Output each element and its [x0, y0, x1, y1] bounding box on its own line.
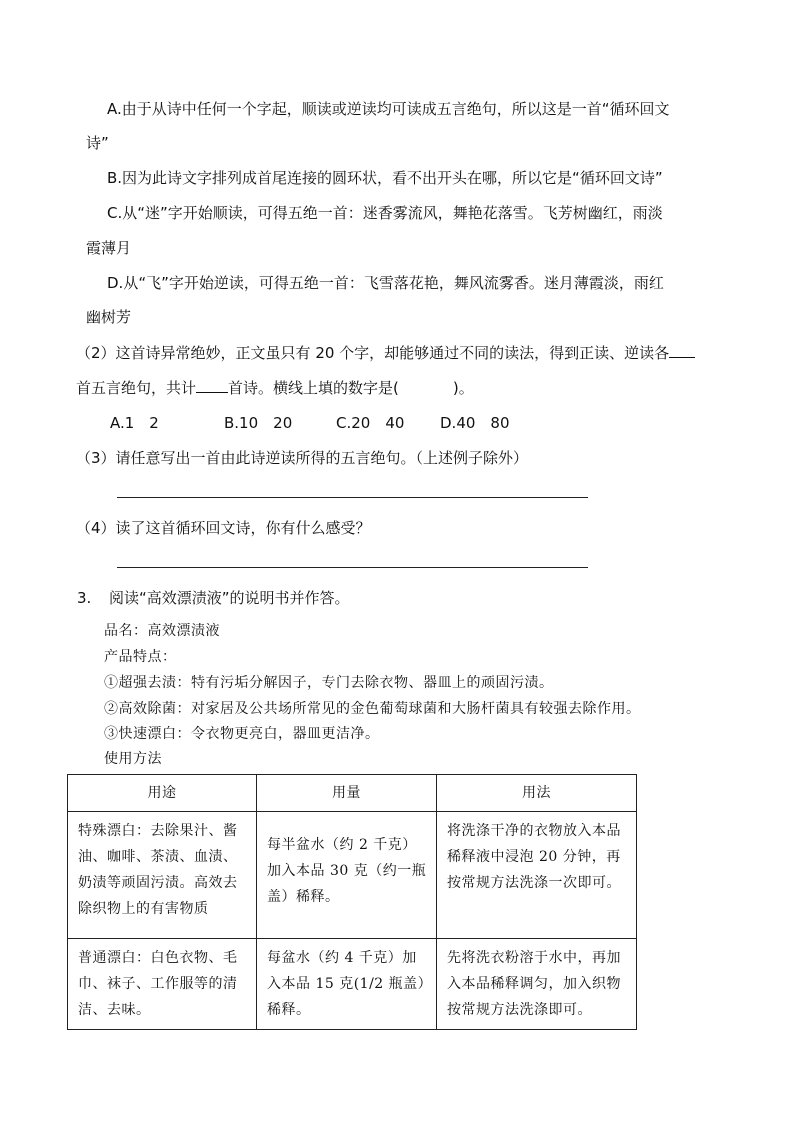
option-a-line1: A.由于从诗中任何一个字起，顺读或逆读均可读成五言绝句，所以这是一首“循环回文 [107, 100, 670, 118]
product-name: 品名：高效漂渍液 [104, 623, 220, 639]
question-2-line1 [76, 343, 695, 363]
feature-1: ①超强去渍：特有污垢分解因子，专门去除衣物、器皿上的顽固污渍。 [104, 675, 554, 691]
q2-option-d[interactable]: D.40 80 [440, 414, 510, 432]
question-2-text-a: 首五言绝句，共计 [76, 379, 197, 397]
column-header-method: 用法 [437, 775, 637, 812]
question-2-text-c: )。 [452, 379, 474, 397]
question-2-line2 [76, 378, 474, 398]
answer-line-q4[interactable] [117, 567, 588, 568]
question-2-text-b: 首诗。横线上填的数字是( [228, 379, 399, 397]
q2-option-b[interactable]: B.10 20 [224, 414, 293, 432]
q2-option-c[interactable]: C.20 40 [336, 414, 405, 432]
table-row [68, 939, 637, 1030]
feature-3: ③快速漂白：令衣物更亮白，器皿更洁净。 [104, 726, 380, 742]
table-cell: 特殊漂白：去除果汁、酱油、咖啡、茶渍、血渍、奶渍等顽固污渍。高效去除织物上的有害物质 [68, 812, 257, 939]
question-2-text: （2）这首诗异常绝妙，正文虽只有 20 个字，却能够通过不同的读法，得到正读、逆读各 [76, 344, 670, 362]
option-c-line1: C.从“迷”字开始顺读，可得五绝一首：迷香雾流风，舞艳花落雪。飞芳树幽红，雨淡 [107, 204, 663, 222]
question-4: （4）读了这首循环回文诗，你有什么感受？ [76, 519, 371, 537]
q2-option-a[interactable]: A.1 2 [110, 414, 159, 432]
option-d-line1: D.从“飞”字开始逆读，可得五绝一首：飞雪落花艳，舞风流雾香。迷月薄霞淡，雨红 [107, 274, 664, 292]
table-cell: 将洗涤干净的衣物放入本品稀释液中浸泡 20 分钟，再按常规方法洗涤一次即可。 [437, 812, 637, 939]
usage-table [67, 774, 637, 1030]
section-3-number: 3. [77, 589, 92, 607]
table-header-row [68, 775, 637, 812]
option-a-line2: 诗” [86, 134, 109, 152]
table-row [68, 812, 637, 939]
section-3-heading [77, 588, 350, 608]
features-label: 产品特点： [104, 649, 177, 665]
option-b: B.因为此诗文字排列成首尾连接的圆环状，看不出开头在哪，所以它是“循环回文诗” [107, 169, 663, 187]
question-3: （3）请任意写出一首由此诗逆读所得的五言绝句。（上述例子除外） [76, 449, 529, 467]
fill-blank-2[interactable] [196, 378, 228, 393]
answer-line-q3[interactable] [117, 497, 588, 498]
table-cell: 每半盆水（约 2 千克）加入本品 30 克（约一瓶盖）稀释。 [257, 812, 437, 939]
column-header-dosage: 用量 [257, 775, 437, 812]
option-d-line2: 幽树芳 [86, 308, 132, 326]
column-header-purpose: 用途 [68, 775, 257, 812]
section-3-title: 阅读“高效漂渍液”的说明书并作答。 [109, 589, 350, 607]
table-cell: 先将洗衣粉溶于水中，再加入本品稀释调匀，加入织物按常规方法洗涤即可。 [437, 939, 637, 1030]
table-cell: 每盆水（约 4 千克）加入本品 15 克(1/2 瓶盖）稀释。 [257, 939, 437, 1030]
option-c-line2: 霞薄月 [86, 239, 132, 257]
question-2-options [110, 413, 510, 433]
fill-blank-1[interactable] [669, 343, 695, 358]
table-cell: 普通漂白：白色衣物、毛巾、袜子、工作服等的清洁、去味。 [68, 939, 257, 1030]
feature-2: ②高效除菌：对家居及公共场所常见的金色葡萄球菌和大肠杆菌具有较强去除作用。 [104, 701, 641, 717]
usage-label: 使用方法 [104, 751, 162, 767]
